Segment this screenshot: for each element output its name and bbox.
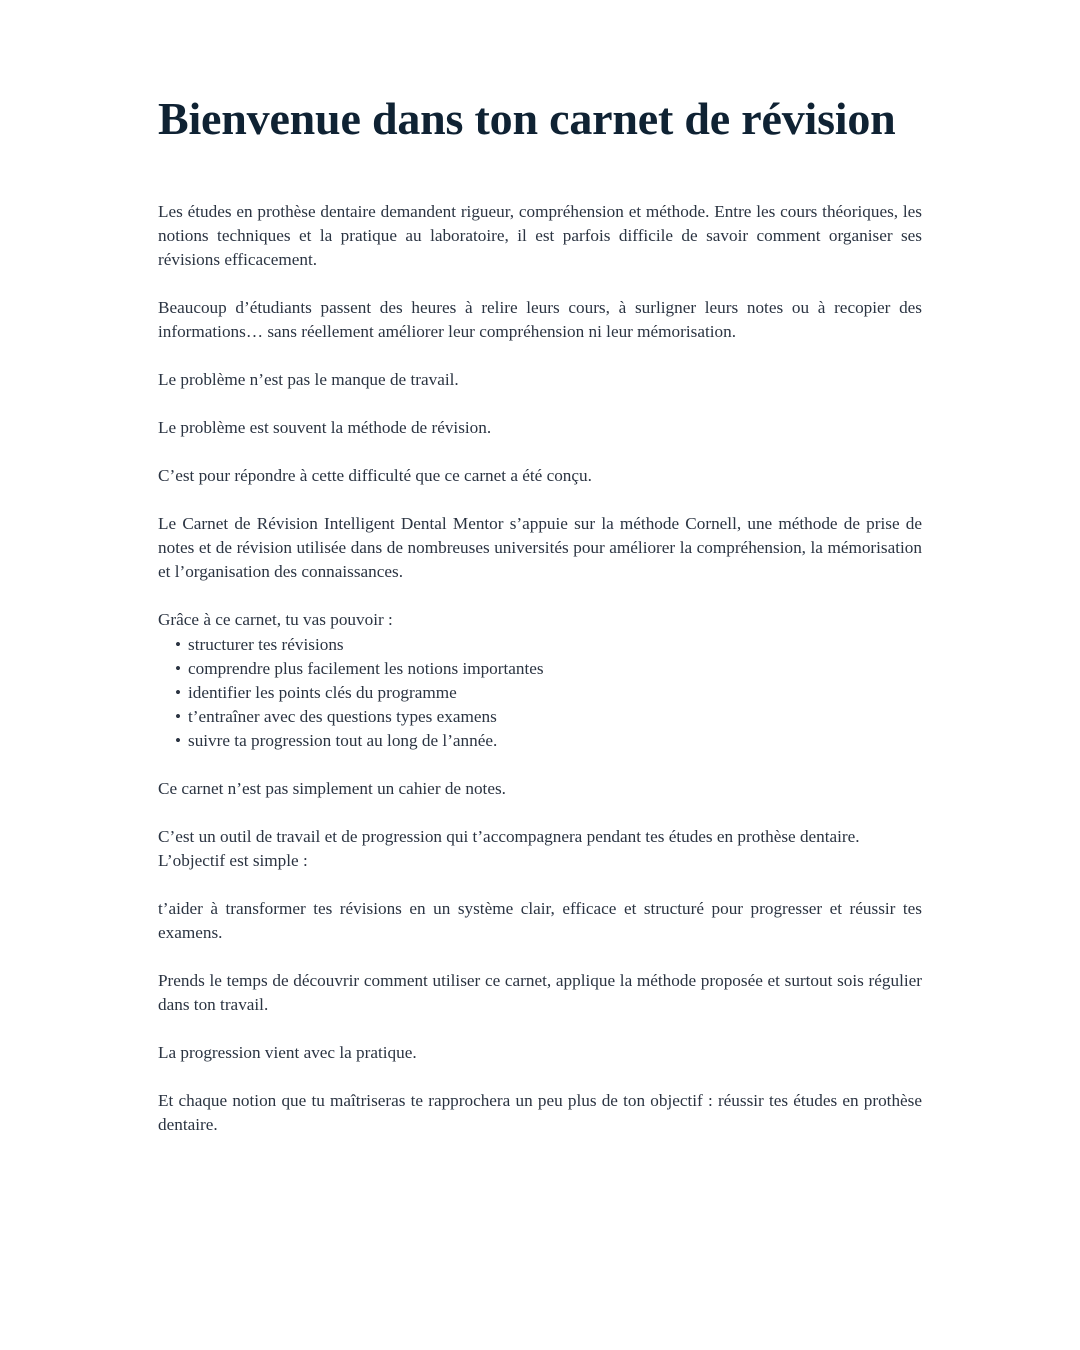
list-item: • suivre ta progression tout au long de l’année. xyxy=(175,729,922,753)
document-page xyxy=(158,90,922,1161)
purpose-paragraph: C’est pour répondre à cette difficulté que ce carnet a été conçu. xyxy=(158,466,592,485)
list-item: • identifier les points clés du programme xyxy=(175,681,922,705)
cornell-paragraph: Le Carnet de Révision Intelligent Dental Mentor s’appuie sur la méthode Cornell, une méthode de prise de notes et de révision utilisée dans de nombreuses universités pour améliorer la compréhension, la mémorisation et l’organisation des connaissances. xyxy=(158,514,922,581)
tool-paragraph: C’est un outil de travail et de progression qui t’accompagnera pendant tes études en prothèse dentaire. xyxy=(158,827,860,846)
list-item: • t’entraîner avec des questions types examens xyxy=(175,705,922,729)
notebook-paragraph: Ce carnet n’est pas simplement un cahier de notes. xyxy=(158,779,506,798)
method-statement: Le problème est souvent la méthode de révision. xyxy=(158,418,492,437)
benefits-intro: Grâce à ce carnet, tu vas pouvoir : xyxy=(158,610,393,629)
benefits-list xyxy=(158,633,922,753)
page-title: Bienvenue dans ton carnet de révision xyxy=(158,93,896,144)
closing-paragraph: Et chaque notion que tu maîtriseras te rapprochera un peu plus de ton objectif : réussir tes études en prothèse dentaire. xyxy=(158,1091,922,1134)
practice-paragraph: La progression vient avec la pratique. xyxy=(158,1043,417,1062)
list-item: • structurer tes révisions xyxy=(175,633,922,657)
intro-paragraph: Les études en prothèse dentaire demandent rigueur, compréhension et méthode. Entre les cours théoriques, les notions techniques et la pratique au laboratoire, il est parfois difficile de savoir comment organiser ses révisions efficacement. xyxy=(158,202,922,269)
objective-paragraph: t’aider à transformer tes révisions en un système clair, efficace et structuré pour progresser et réussir tes examens. xyxy=(158,899,922,942)
problem-statement: Le problème n’est pas le manque de travail. xyxy=(158,370,459,389)
advice-paragraph: Prends le temps de découvrir comment utiliser ce carnet, applique la méthode proposée et surtout sois régulier dans ton travail. xyxy=(158,971,922,1014)
students-paragraph: Beaucoup d’étudiants passent des heures à relire leurs cours, à surligner leurs notes ou à recopier des informations… sans réellement améliorer leur compréhension ni leur mémorisation. xyxy=(158,298,922,341)
objective-intro: L’objectif est simple : xyxy=(158,851,308,870)
list-item: • comprendre plus facilement les notions importantes xyxy=(175,657,922,681)
